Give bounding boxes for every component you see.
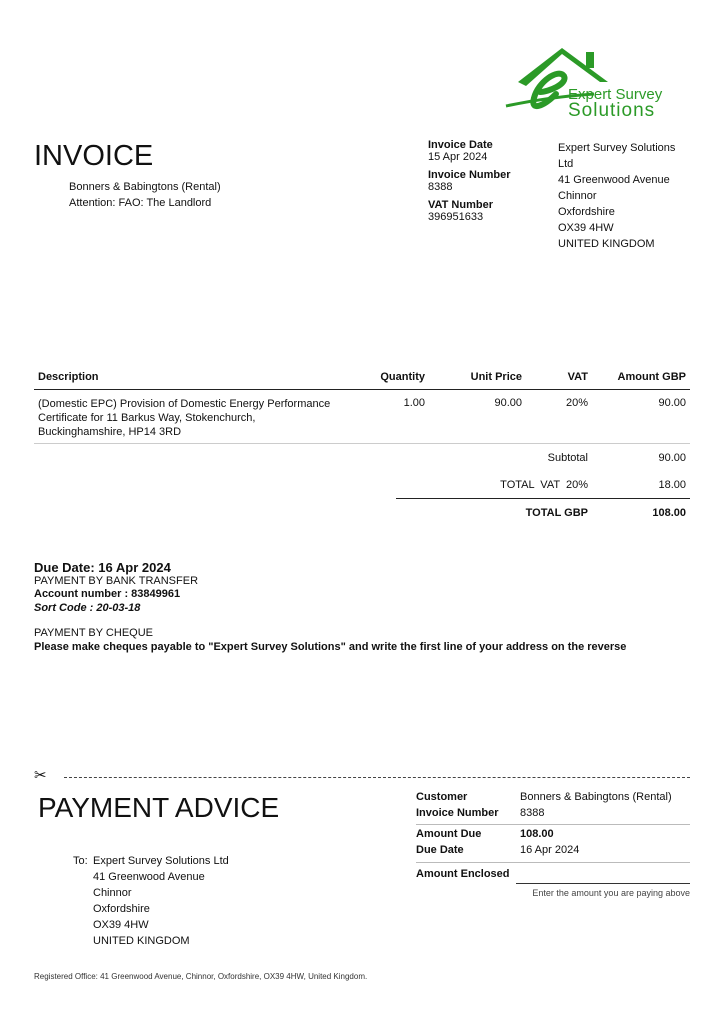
payment-info xyxy=(34,561,626,654)
address-line: OX39 4HW xyxy=(558,222,614,234)
payment-advice-title: PAYMENT ADVICE xyxy=(38,792,280,823)
advice-customer: Bonners & Babingtons (Rental) xyxy=(520,791,672,803)
advice-customer-label: Customer xyxy=(416,791,468,803)
advice-enclosed-row xyxy=(416,863,690,883)
item-description: (Domestic EPC) Provision of Domestic Energy Performance Certificate for 11 Barkus Way, Stokenchurch, Buckinghamshire, HP14 3RD xyxy=(38,398,331,438)
vat-total-row xyxy=(396,479,690,495)
logo-text-line1: Expert Survey xyxy=(568,86,663,103)
amount-enclosed-field[interactable] xyxy=(516,865,690,881)
advice-to-block xyxy=(73,853,229,949)
advice-customer-row xyxy=(416,790,690,806)
customer-attention: Attention: FAO: The Landlord xyxy=(69,197,212,209)
vat-number-label: VAT Number xyxy=(428,199,493,211)
advice-address-line: OX39 4HW xyxy=(93,919,149,931)
advice-amount-due-row xyxy=(416,827,690,843)
scissors-icon: ✂ xyxy=(34,767,47,784)
items-header xyxy=(34,368,690,390)
address-line: 41 Greenwood Avenue xyxy=(558,174,670,186)
advice-due-date-row xyxy=(416,843,690,859)
header-quantity: Quantity xyxy=(380,371,425,383)
advice-due-date-label: Due Date xyxy=(416,844,464,856)
items-table xyxy=(34,368,690,444)
address-line: Ltd xyxy=(558,158,574,170)
advice-number-row xyxy=(416,806,690,822)
bank-heading: PAYMENT BY BANK TRANSFER xyxy=(34,574,199,587)
invoice-date-label: Invoice Date xyxy=(428,139,493,151)
advice-due-date: 16 Apr 2024 xyxy=(520,844,580,856)
invoice-number: 8388 xyxy=(428,181,453,193)
invoice-number-label: Invoice Number xyxy=(428,169,511,181)
invoice-date: 15 Apr 2024 xyxy=(428,151,488,163)
advice-address-line: Oxfordshire xyxy=(93,903,150,915)
advice-address-line: UNITED KINGDOM xyxy=(93,935,190,947)
due-date: Due Date: 16 Apr 2024 xyxy=(34,560,171,575)
vat-total-value: 18.00 xyxy=(658,479,686,491)
company-address xyxy=(558,140,698,252)
grand-total-row xyxy=(396,507,690,523)
advice-address-line: 41 Greenwood Avenue xyxy=(93,871,205,883)
advice-amount-due-label: Amount Due xyxy=(416,828,482,840)
header-unit-price: Unit Price xyxy=(470,371,522,383)
payment-advice-table xyxy=(416,790,690,898)
cheque-heading: PAYMENT BY CHEQUE xyxy=(34,627,153,639)
item-unit-price: 90.00 xyxy=(494,397,522,409)
logo-text-line2: Solutions xyxy=(568,100,656,121)
vat-total-label: TOTAL VAT 20% xyxy=(500,479,588,491)
cut-line xyxy=(34,768,690,784)
header-vat: VAT xyxy=(567,371,588,383)
item-quantity: 1.00 xyxy=(403,397,425,409)
customer-block xyxy=(69,179,221,211)
advice-address-line: Chinnor xyxy=(93,887,132,899)
advice-number: 8388 xyxy=(520,807,545,819)
cheque-text: Please make cheques payable to "Expert Survey Solutions" and write the first line of your address on the reverse xyxy=(34,640,627,653)
invoice-meta xyxy=(428,139,511,229)
vat-number: 396951633 xyxy=(428,211,484,223)
advice-number-label: Invoice Number xyxy=(416,807,499,819)
footer-registered-office: Registered Office: 41 Greenwood Avenue, Chinnor, Oxfordshire, OX39 4HW, United Kingdom. xyxy=(34,972,368,981)
item-amount: 90.00 xyxy=(658,397,686,409)
subtotal-value: 90.00 xyxy=(658,452,686,464)
sort-code: Sort Code : 20-03-18 xyxy=(34,601,141,614)
advice-enclosed-label: Amount Enclosed xyxy=(416,868,510,880)
invoice-title: INVOICE xyxy=(34,140,154,172)
advice-enclosed-hint: Enter the amount you are paying above xyxy=(532,888,690,898)
customer-name: Bonners & Babingtons (Rental) xyxy=(69,181,221,193)
advice-amount-due: 108.00 xyxy=(520,828,554,840)
advice-address-line: Expert Survey Solutions Ltd xyxy=(93,855,229,867)
header-description: Description xyxy=(38,371,99,383)
header-amount: Amount GBP xyxy=(617,371,686,383)
address-line: Expert Survey Solutions xyxy=(558,142,676,154)
account-number: Account number : 83849961 xyxy=(34,588,181,600)
subtotal-row xyxy=(396,452,690,468)
subtotal-label: Subtotal xyxy=(547,452,588,464)
address-line: UNITED KINGDOM xyxy=(558,238,655,250)
grand-total-value: 108.00 xyxy=(652,507,686,519)
table-row xyxy=(34,390,690,444)
grand-total-label: TOTAL GBP xyxy=(525,507,588,519)
address-line: Oxfordshire xyxy=(558,206,615,218)
item-vat: 20% xyxy=(565,397,588,409)
to-label: To: xyxy=(73,855,88,867)
address-line: Chinnor xyxy=(558,190,597,202)
totals-divider xyxy=(396,498,690,499)
